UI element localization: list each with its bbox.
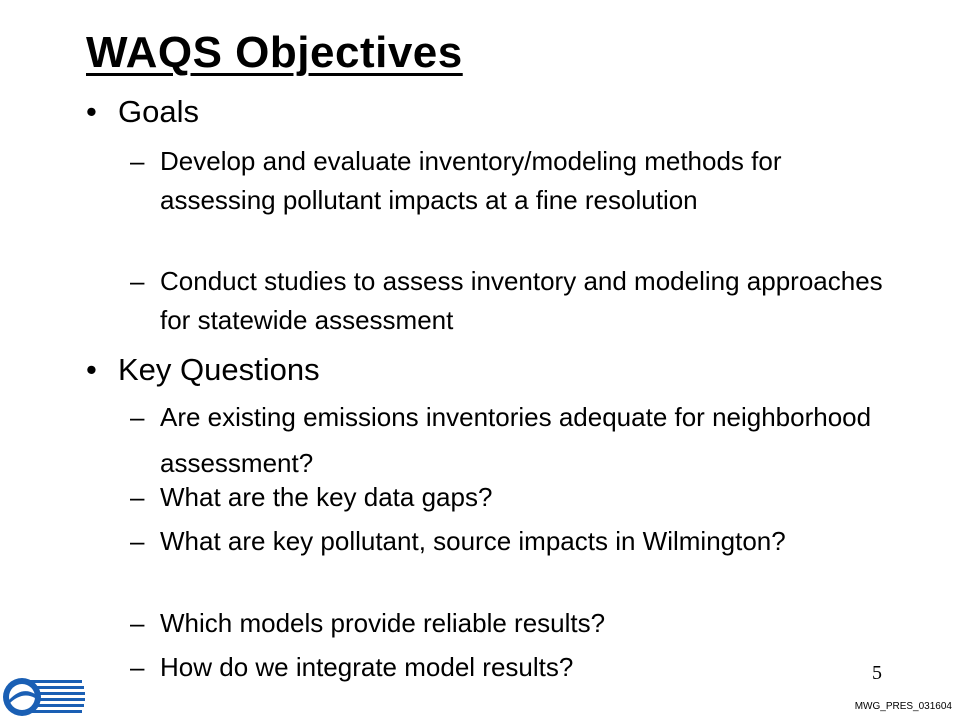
question-item-text: How do we integrate model results? [160,652,574,682]
goal-item [130,142,890,220]
bullet-dot: • [86,94,97,129]
questions-heading: Key Questions [118,352,320,387]
question-item [130,604,890,643]
question-item [130,478,890,517]
question-item [130,648,890,687]
question-item-text: Are existing emissions inventories adequate for neighborhood assessment? [160,402,872,478]
dash-marker: – [130,482,145,512]
bullet-goals [86,94,199,130]
goal-item [130,262,890,340]
dash-marker: – [130,146,145,176]
bullet-dot: • [86,352,97,387]
document-id: MWG_PRES_031604 [854,701,952,712]
goal-item-text: Develop and evaluate inventory/modeling methods for assessing pollutant impacts at a fine resolution [160,146,782,215]
dash-marker: – [130,608,145,638]
question-item [130,394,890,486]
question-item-text: What are the key data gaps? [160,482,493,512]
dash-marker: – [130,652,145,682]
organization-logo-icon [2,676,86,718]
goal-item-text: Conduct studies to assess inventory and modeling approaches for statewide assessment [160,266,883,335]
question-item-text: What are key pollutant, source impacts in Wilmington? [160,526,786,556]
dash-marker: – [130,526,145,556]
bullet-key-questions [86,352,320,388]
question-item [130,518,890,564]
dash-marker: – [130,402,145,432]
page-number: 5 [872,662,882,684]
question-item-text: Which models provide reliable results? [160,608,606,638]
goals-heading: Goals [118,94,199,129]
slide-title: WAQS Objectives [86,28,463,77]
dash-marker: – [130,266,145,296]
